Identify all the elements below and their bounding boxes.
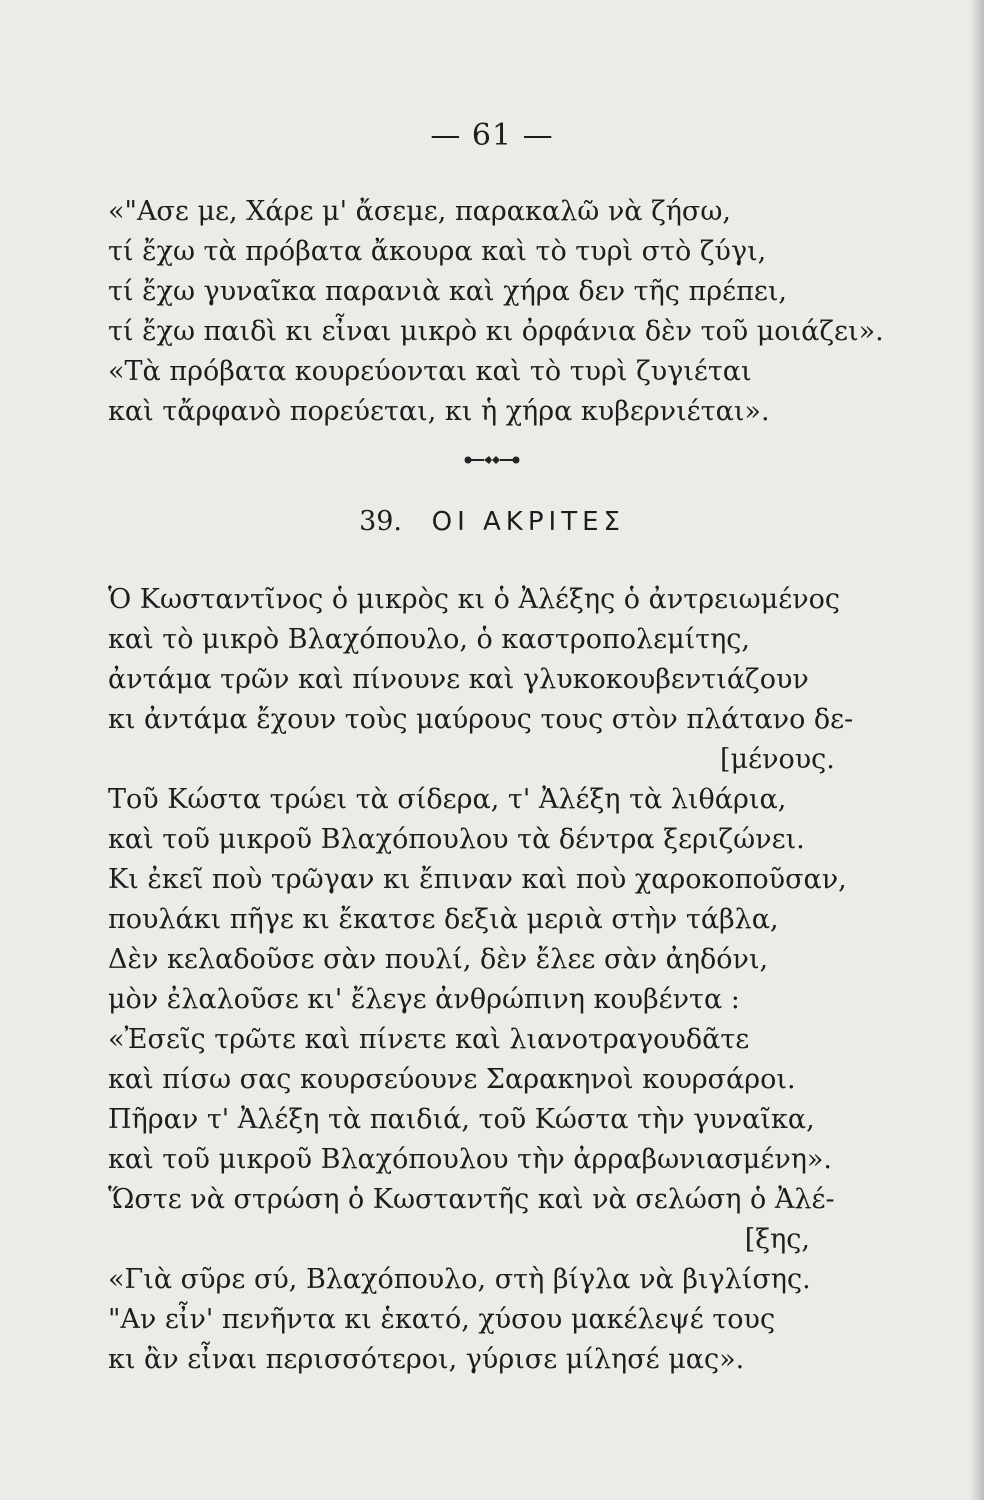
page-number: — 61 — <box>430 118 554 153</box>
verse-continuation: [μένους. <box>720 744 835 775</box>
verse-continuation: [ξης, <box>744 1224 810 1255</box>
verse-line: καὶ πίσω σας κουρσεύουνε Σαρακηνοὶ κουρσάροι. <box>108 1064 796 1095</box>
section-title: ΟΙ ΑΚΡΙΤΕΣ <box>431 507 625 537</box>
verse-line: «"Ασε με, Χάρε μ' ἄσεμε, παρακαλῶ νὰ ζήσω, <box>108 196 731 227</box>
verse-line: Τοῦ Κώστα τρώει τὰ σίδερα, τ' Ἀλέξη τὰ λιθάρια, <box>108 784 787 815</box>
verse-line: Ὥστε νὰ στρώση ὁ Κωσταντῆς καὶ νὰ σελώση ὁ Ἀλέ- <box>108 1184 835 1215</box>
verse-line: τί ἔχω γυναῖκα παρανιὰ καὶ χήρα δεν τῆς πρέπει, <box>108 276 787 307</box>
page-edge <box>970 0 984 1500</box>
verse-line: τί ἔχω τὰ πρόβατα ἄκουρα καὶ τὸ τυρὶ στὸ ζύγι, <box>108 236 767 267</box>
verse-line: καὶ τἄρφανὸ πορεύεται, κι ἡ χήρα κυβερνιέται». <box>108 396 770 427</box>
verse-line: κι ἂν εἶναι περισσότεροι, γύρισε μίλησέ μας». <box>108 1344 745 1375</box>
verse-line: «Ἐσεῖς τρῶτε καὶ πίνετε καὶ λιανοτραγουδᾶτε <box>108 1024 750 1055</box>
verse-line: καὶ τοῦ μικροῦ Βλαχόπουλου τὰ δέντρα ξεριζώνει. <box>108 824 805 855</box>
section-heading <box>0 506 984 537</box>
verse-line: Ὁ Κωσταντῖνος ὁ μικρὸς κι ὁ Ἀλέξης ὁ ἀντρειωμένος <box>108 584 841 615</box>
verse-line: Κι ἐκεῖ ποὺ τρῶγαν κι ἔπιναν καὶ ποὺ χαροκοποῦσαν, <box>108 864 847 895</box>
verse-line: πουλάκι πῆγε κι ἔκατσε δεξιὰ μεριὰ στὴν τάβλα, <box>108 904 779 935</box>
verse-line: καὶ τοῦ μικροῦ Βλαχόπουλου τὴν ἀρραβωνιασμένη». <box>108 1144 833 1175</box>
verse-line: «Τὰ πρόβατα κουρεύονται καὶ τὸ τυρὶ ζυγιέται <box>108 356 752 387</box>
verse-line: τί ἔχω παιδὶ κι εἶναι μικρὸ κι ὀρφάνια δὲν τοῦ μοιάζει». <box>108 316 884 347</box>
ornament-divider <box>0 452 984 471</box>
verse-line: καὶ τὸ μικρὸ Βλαχόπουλο, ὁ καστροπολεμίτης, <box>108 624 751 655</box>
verse-line: Πῆραν τ' Ἀλέξη τὰ παιδιά, τοῦ Κώστα τὴν γυναῖκα, <box>108 1104 815 1135</box>
verse-line: μὸν ἐλαλοῦσε κι' ἔλεγε ἀνθρώπινη κουβέντα : <box>108 984 740 1015</box>
ornament-icon <box>462 453 522 467</box>
verse-line: Δὲν κελαδοῦσε σὰν πουλί, δὲν ἔλεε σὰν ἀηδόνι, <box>108 944 769 975</box>
verse-line: ἀντάμα τρῶν καὶ πίνουνε καὶ γλυκοκουβεντιάζουν <box>108 664 809 695</box>
verse-line: κι ἀντάμα ἔχουν τοὺς μαύρους τους στὸν πλάτανο δε- <box>108 704 854 735</box>
section-number: 39. <box>359 506 403 537</box>
verse-line: "Αν εἶν' πενῆντα κι ἑκατό, χύσου μακέλεψέ τους <box>108 1304 776 1335</box>
verse-line: «Γιὰ σῦρε σύ, Βλαχόπουλο, στὴ βίγλα νὰ βιγλίσης. <box>108 1264 811 1295</box>
